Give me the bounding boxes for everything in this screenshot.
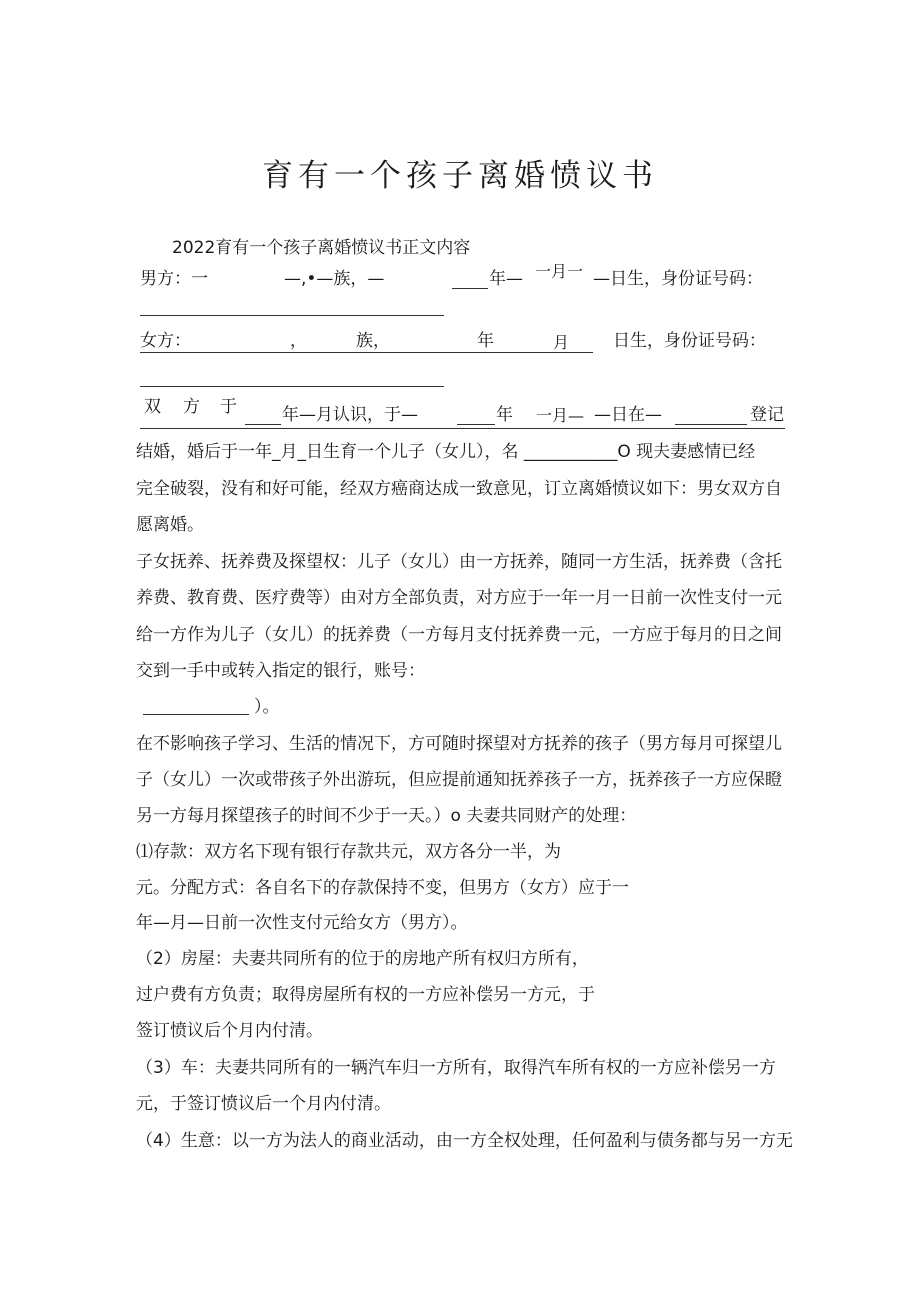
account-blank [143,714,249,715]
meet-register: 登记 [750,405,784,425]
paragraph-line: 年—月—日前一次性支付元给女方（男方）。 [136,913,468,933]
meet-year2-blank [457,424,495,425]
woman-ethnicity: 族， [356,331,390,351]
paragraph-line: 签订愤议后个月内付清。 [136,1021,323,1041]
woman-month: 月 [553,333,570,352]
woman-id-blank [140,386,444,387]
man-year: 年— [489,269,523,289]
meet-month2: 一月— [536,406,585,425]
subtitle: 2022育有一个孩子离婚愤议书正文内容 [172,238,471,258]
meet-year-month: 年—月认识，于— [282,405,418,425]
paragraph-line: （4）生意：以一方为法人的商业活动，由一方全权处理，任何盈利与债务都与另一方无 [136,1131,793,1151]
woman-day-id: 日生，身份证号码： [613,331,766,351]
yu-char: 于 [220,397,237,417]
man-label: 男方：一 [140,269,208,289]
paragraph-line: 愿离婚。 [136,515,204,535]
paragraph-line: 另一方每月探望孩子的时间不少于一天。）o 夫妻共同财产的处理： [136,806,637,826]
paragraph-line: 子女抚养、抚养费及探望权：儿子（女儿）由一方抚养，随同一方生活，抚养费（含托 [136,552,782,572]
paragraph-line: 子（女儿）一次或带孩子外出游玩，但应提前通知抚养孩子一方，抚养孩子一方应保瞪 [136,770,782,790]
paragraph-line: 元。分配方式：各自名下的存款保持不变，但男方（女方）应于一 [136,878,629,898]
meet-place-blank [675,424,747,425]
document-title: 育有一个孩子离婚愤议书 [262,158,658,194]
meet-underline [140,428,785,429]
man-month: 一月一 [535,262,584,281]
man-ethnicity: —,•—族，— [284,269,385,289]
paragraph-line: 完全破裂，没有和好可能，经双方癌商达成一致意见，订立离婚愤议如下：男女双方自 [136,479,782,499]
paragraph-line: 结婚，婚后于一年_月_日生育一个儿子（女儿），名 ___________O 现夫妻感情已经 [136,442,756,462]
paragraph-line: 过户费有方负责；取得房屋所有权的一方应补偿另一方元，于 [136,985,595,1005]
both-char: 双 [144,397,161,417]
woman-year: 年 [477,331,494,351]
man-day-id: —日生，身份证号码： [593,269,763,289]
paragraph-line: 给一方作为儿子（女儿）的抚养费（一方每月支付抚养费一元，一方应于每月的日之间 [136,625,782,645]
meet-year2: 年 [496,405,513,425]
meet-day-at: —日在— [594,405,662,425]
paragraph-line: ）。 [254,697,280,717]
man-id-blank [140,315,444,316]
man-year-blank [452,288,488,289]
woman-underline [140,352,593,353]
paragraph-line: 养费、教育费、医疗费等）由对方全部负责，对方应于一年一月一日前一次性支付一元 [136,588,782,608]
paragraph-line: （2）房屋：夫妻共同所有的位于的房地产所有权归方所有， [136,949,589,969]
woman-label: 女方： [140,331,191,351]
paragraph-line: 交到一手中或转入指定的银行，账号： [136,661,425,681]
paragraph-line: 元，于签订愤议后一个月内付清。 [136,1094,391,1114]
woman-comma: ， [290,331,307,351]
paragraph-line: ⑴存款：双方名下现有银行存款共元，双方各分一半，为 [136,842,561,862]
meet-year-blank [245,424,281,425]
paragraph-line: （3）车：夫妻共同所有的一辆汽车归一方所有，取得汽车所有权的一方应补偿另一方 [136,1058,776,1078]
paragraph-line: 在不影响孩子学习、生活的情况下，方可随时探望对方抚养的孩子（男方每月可探望儿 [136,734,782,754]
fang-char: 方 [183,397,200,417]
